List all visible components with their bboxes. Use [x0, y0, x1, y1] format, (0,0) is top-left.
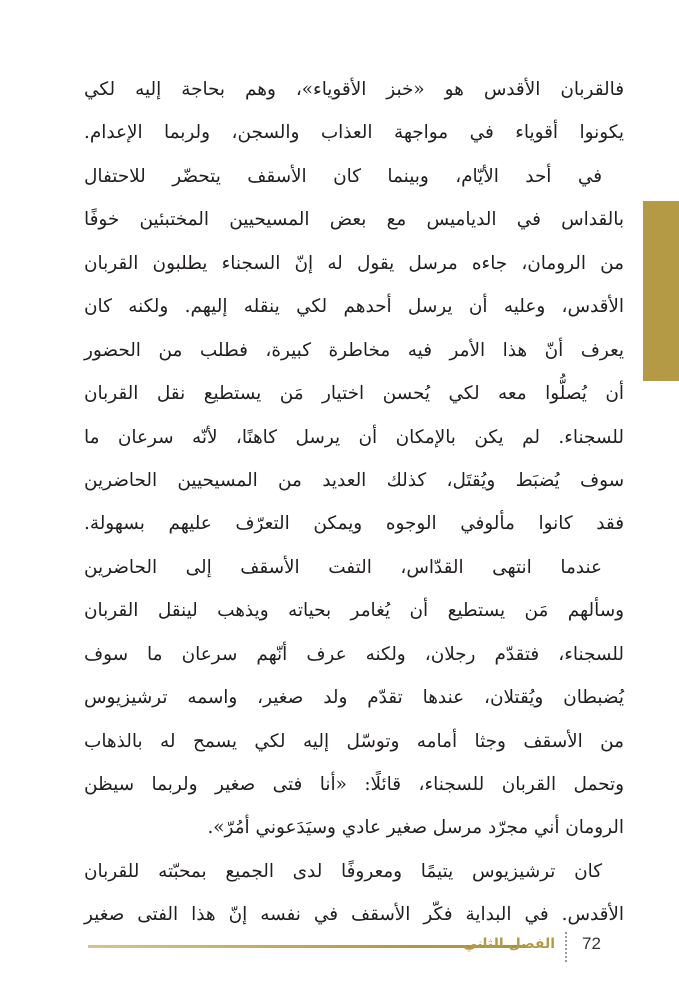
text-line: أن يُصلُّوا معه لكي يُحسن اختيار مَن يستطيع نقل القربان [84, 383, 624, 405]
text-line: للسجناء، فتقدّم رجلان، ولكنه عرف أنّهم سرعان ما سوف [84, 643, 624, 665]
text-line: فقد كانوا مألوفي الوجوه ويمكن التعرّف عليهم بسهولة. [84, 513, 624, 535]
text-line: للسجناء. لم يكن بالإمكان أن يرسل كاهنًا، لأنّه سرعان ما [84, 426, 624, 448]
text-line: فالقربان الأقدس هو «خبز الأقوياء»، وهم بحاجة إليه لكي [84, 79, 624, 100]
text-line: سوف يُضبَط ويُقتَل، كذلك العديد من المسيحيين الحاضرين [84, 469, 624, 491]
text-line: الأقدس، وعليه أن يرسل أحدهم لكي ينقله إليهم. ولكنه كان [84, 296, 624, 318]
footer-divider [565, 932, 570, 962]
text-line: كان ترشيزيوس يتيمًا ومعروفًا لدى الجميع بمحبّته للقربان [84, 860, 602, 882]
text-line: عندما انتهى القدّاس، التفت الأسقف إلى الحاضرين [84, 556, 602, 578]
page-number: 72 [582, 934, 601, 953]
text-line: وسألهم مَن يستطيع أن يُغامر بحياته ويذهب لينقل القربان [84, 600, 624, 622]
text-line: يُضبطان ويُقتلان، عندها تقدّم ولد صغير، واسمه ترشيزيوس [84, 687, 624, 709]
text-line: وتحمل القربان للسجناء، قائلًا: «أنا فتى صغير ولربما سيظن [84, 774, 624, 795]
text-line: الرومان أني مجرّد مرسل صغير عادي وسيَدَعوني أمُرّ». [207, 817, 624, 839]
text-line: من الرومان، جاءه مرسل يقول له إنّ السجناء يطلبون القربان [84, 252, 624, 274]
text-line: الأقدس. في البداية فكّر الأسقف في نفسه إنّ هذا الفتى صغير [84, 904, 624, 926]
body-text [84, 68, 624, 937]
text-line: يكونوا أقوياء في مواجهة العذاب والسجن، ولربما الإعدام. [84, 122, 624, 144]
chapter-side-tab [643, 201, 679, 381]
text-line: من الأسقف وجثا أمامه وتوسّل إليه لكي يسمح له بالذهاب [84, 730, 624, 752]
text-line: في أحد الأيّام، وبينما كان الأسقف يتحضّر للاحتفال [84, 165, 602, 187]
text-line: بالقداس في الدياميس مع بعض المسيحيين المختبئين خوفًا [84, 209, 624, 231]
chapter-label: الفصل الثاني [463, 936, 555, 952]
text-line: يعرف أنّ هذا الأمر فيه مخاطرة كبيرة، فطلب من الحضور [84, 339, 624, 361]
